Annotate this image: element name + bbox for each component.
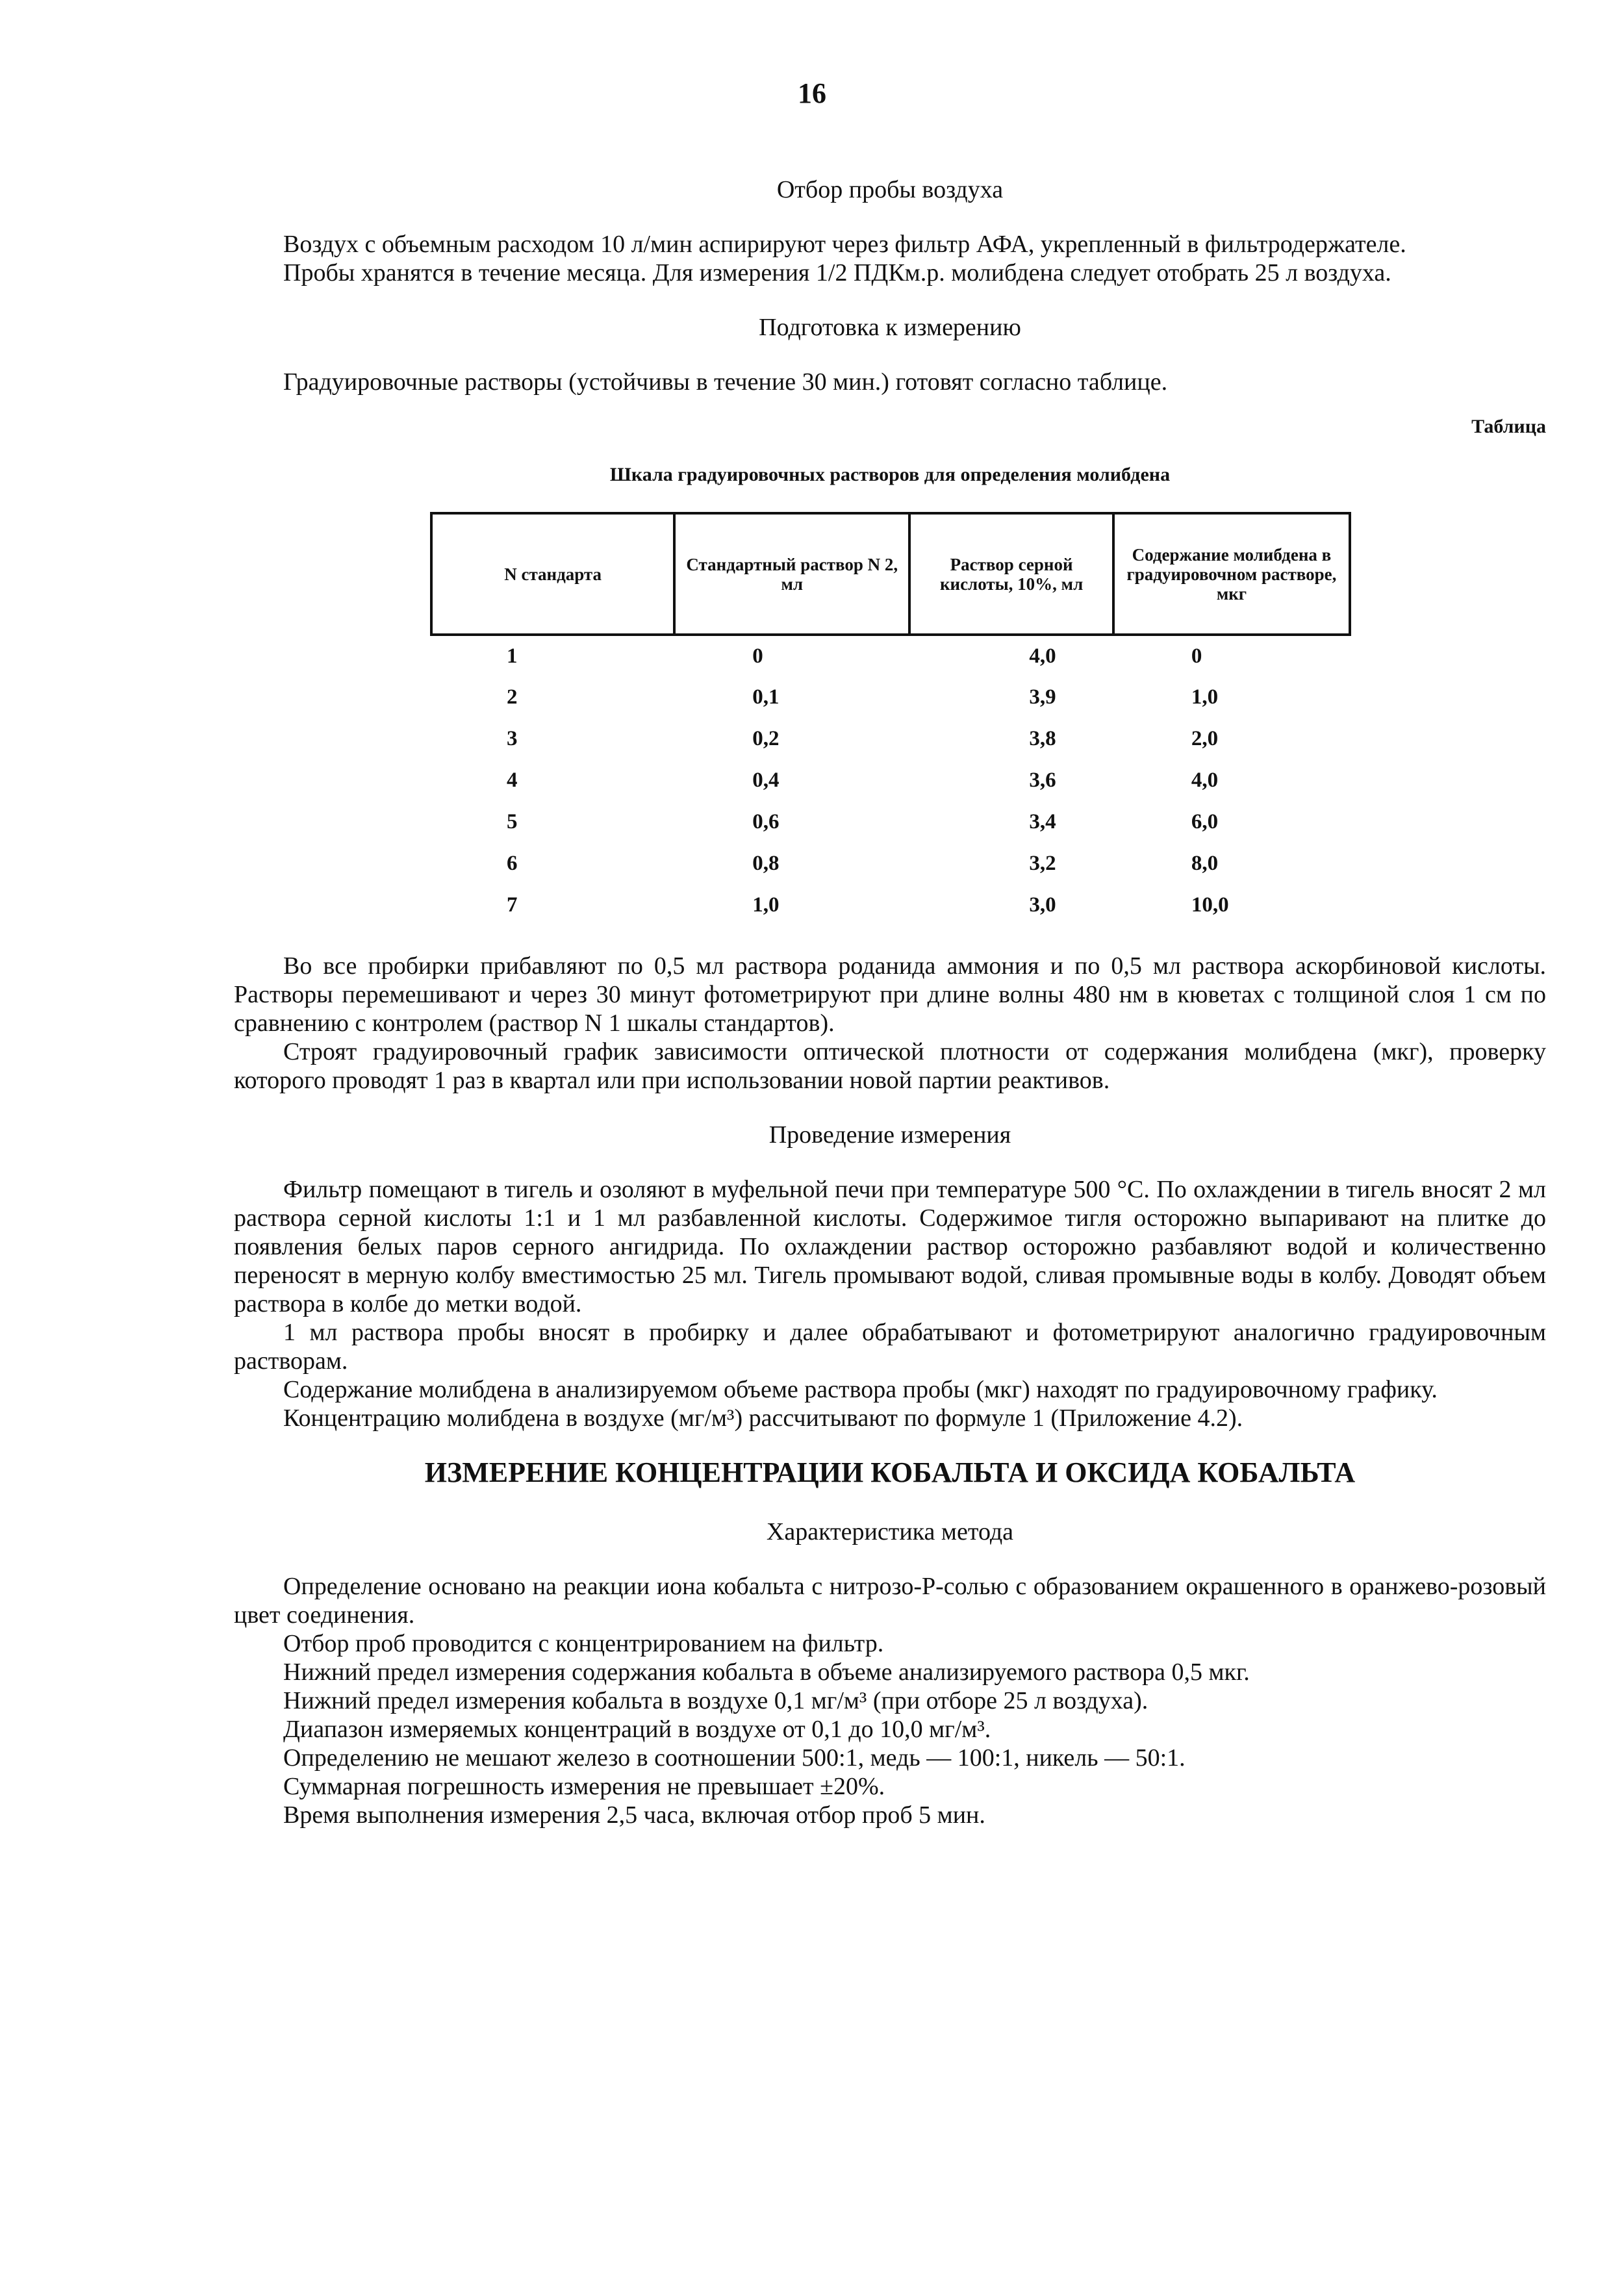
- measurement-paragraph-4: Концентрацию молибдена в воздухе (мг/м³) рассчитывают по формуле 1 (Приложение 4.2).: [283, 1405, 1243, 1432]
- table-row: [431, 884, 1350, 926]
- table-cell: 0: [1191, 644, 1202, 668]
- table-header-row: [431, 513, 1350, 635]
- table-label: Таблица: [1471, 416, 1546, 437]
- after-table-paragraph-1: Во все пробирки прибавляют по 0,5 мл раствора роданида аммония и по 0,5 мл раствора аскорбиновой кислоты. Растворы перемешивают и через 30 минут фотометрируют при длине волны 480 нм в кюветах с толщиной слоя 1 см по сравнению с контролем (раствор N 1 шкалы стандартов).: [234, 952, 1546, 1037]
- table-cell: 0,4: [752, 768, 780, 792]
- table-cell: 6: [507, 851, 518, 875]
- table-cell: 1,0: [752, 893, 780, 917]
- table-cell: 0: [752, 644, 763, 668]
- table-cell: 7: [507, 893, 518, 917]
- list-item: Нижний предел измерения содержания кобальта в объеме анализируемого раствора 0,5 мкг.: [283, 1659, 1250, 1686]
- measurement-paragraph-1: Фильтр помещают в тигель и озоляют в муфельной печи при температуре 500 °С. По охлаждении в тигель вносят 2 мл раствора серной кислоты 1:1 и 1 мл разбавленной кислоты. Содержимое тигля осторожно выпаривают на плитке до появления белых паров серного ангидрида. По охлаждении раствор осторожно разбавляют водой и количественно переносят в мерную колбу вместимостью 25 мл. Тигель промывают водой, сливая промывные воды в колбу. Доводят объем раствора в колбе до метки водой.: [234, 1176, 1546, 1317]
- table-cell: 6,0: [1191, 809, 1219, 833]
- table-row: [431, 676, 1350, 718]
- header-molybdenum-content: Содержание молибдена в градуировочном растворе, мкг: [1113, 513, 1350, 635]
- table-cell: 4,0: [1029, 644, 1056, 668]
- sampling-paragraph-1: Воздух с объемным расходом 10 л/мин аспирируют через фильтр АФА, укрепленный в фильтродержателе.: [283, 231, 1406, 258]
- table-cell: 10,0: [1191, 893, 1229, 917]
- table-caption: Шкала градуировочных растворов для определения молибдена: [609, 464, 1171, 485]
- header-standard-number: N стандарта: [431, 513, 674, 635]
- cobalt-characteristics-list: [234, 1629, 1546, 1829]
- sampling-heading: Отбор пробы воздуха: [776, 176, 1004, 203]
- measurement-paragraph-3: Содержание молибдена в анализируемом объеме раствора пробы (мкг) находят по градуировочному графику.: [283, 1376, 1438, 1403]
- preparation-paragraph-1: Градуировочные растворы (устойчивы в течение 30 мин.) готовят согласно таблице.: [283, 368, 1168, 396]
- list-item: Время выполнения измерения 2,5 часа, включая отбор проб 5 мин.: [283, 1801, 985, 1829]
- table-cell: 3,4: [1029, 809, 1056, 833]
- table-cell: 2,0: [1191, 726, 1219, 750]
- calibration-table: [430, 512, 1351, 926]
- table-cell: 3,6: [1029, 768, 1056, 792]
- header-sulfuric-acid: Раствор серной кислоты, 10%, мл: [909, 513, 1113, 635]
- table-cell: 3,9: [1029, 685, 1056, 709]
- table-cell: 3: [507, 726, 518, 750]
- table-row: [431, 635, 1350, 676]
- table-cell: 0,8: [752, 851, 780, 875]
- page-number: 16: [798, 77, 826, 109]
- table-cell: 0,1: [752, 685, 780, 709]
- measurement-heading: Проведение измерения: [768, 1121, 1011, 1149]
- table-cell: 4: [507, 768, 518, 792]
- table-cell: 4,0: [1191, 768, 1219, 792]
- table-cell: 0,6: [752, 809, 780, 833]
- measurement-paragraph-2: 1 мл раствора пробы вносят в пробирку и далее обрабатывают и фотометрируют аналогично градуировочным растворам.: [234, 1319, 1546, 1375]
- preparation-heading: Подготовка к измерению: [759, 314, 1021, 341]
- page-content: [234, 175, 1546, 1829]
- table-cell: 5: [507, 809, 518, 833]
- table-cell: 2: [507, 685, 518, 709]
- table-cell: 1: [507, 644, 518, 668]
- list-item: Нижний предел измерения кобальта в воздухе 0,1 мг/м³ (при отборе 25 л воздуха).: [283, 1687, 1148, 1714]
- list-item: Суммарная погрешность измерения не превышает ±20%.: [283, 1773, 885, 1800]
- table-row: [431, 843, 1350, 884]
- table-cell: 0,2: [752, 726, 780, 750]
- table-cell: 1,0: [1191, 685, 1219, 709]
- cobalt-section-title: ИЗМЕРЕНИЕ КОНЦЕНТРАЦИИ КОБАЛЬТА И ОКСИДА КОБАЛЬТА: [424, 1456, 1356, 1488]
- table-cell: 8,0: [1191, 851, 1219, 875]
- cobalt-paragraph-1: Определение основано на реакции иона кобальта с нитрозо-Р-солью с образованием окрашенного в оранжево-розовый цвет соединения.: [234, 1573, 1546, 1629]
- list-item: Отбор проб проводится с концентрированием на фильтр.: [283, 1630, 884, 1657]
- list-item: Диапазон измеряемых концентраций в воздухе от 0,1 до 10,0 мг/м³.: [283, 1716, 991, 1743]
- table-row: [431, 718, 1350, 759]
- table-cell: 3,2: [1029, 851, 1056, 875]
- table-cell: 3,8: [1029, 726, 1056, 750]
- list-item: Определению не мешают железо в соотношении 500:1, медь — 100:1, никель — 50:1.: [283, 1744, 1186, 1772]
- table-row: [431, 801, 1350, 843]
- table-row: [431, 759, 1350, 801]
- sampling-paragraph-2: Пробы хранятся в течение месяца. Для измерения 1/2 ПДКм.р. молибдена следует отобрать 25 л воздуха.: [283, 259, 1391, 286]
- after-table-paragraph-2: Строят градуировочный график зависимости оптической плотности от содержания молибдена (мкг), проверку которого проводят 1 раз в квартал или при использовании новой партии реактивов.: [234, 1038, 1546, 1094]
- cobalt-method-heading: Характеристика метода: [766, 1518, 1014, 1545]
- header-standard-solution: Стандартный раствор N 2, мл: [674, 513, 909, 635]
- table-cell: 3,0: [1029, 893, 1056, 917]
